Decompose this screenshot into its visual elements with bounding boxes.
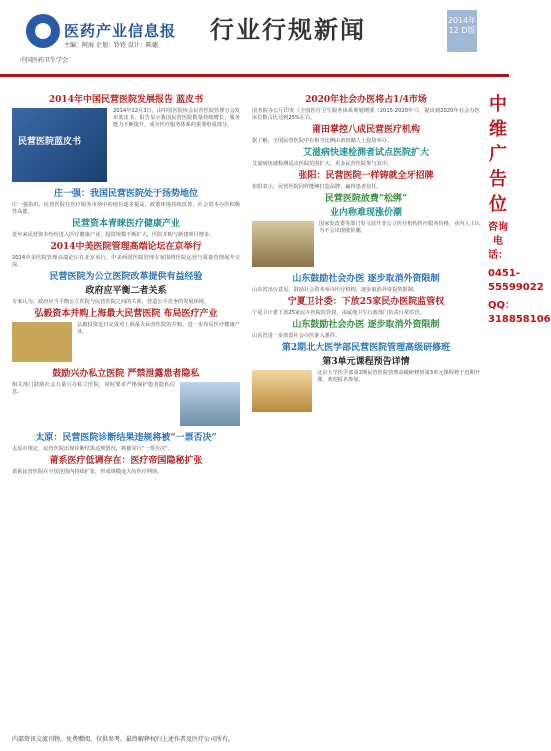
hospital-photo <box>12 322 72 362</box>
paragraph: 国务院办公厅印发《全国医疗卫生服务体系规划纲要（2015-2020年）》，提出到2020年社会办医床位数占比达到25%左右。 <box>252 108 480 121</box>
right-column <box>252 92 480 722</box>
paragraph: 据了解，全国民营医院中有相当比例由莆田籍人士投资举办。 <box>252 138 393 144</box>
paragraph: 2014年12月3日，由中国医院协会民营医院管理分会发布蓝皮书，报告显示我国民营医院数量持续增长，服务能力不断提升，成为医疗服务体系的重要组成部分。 <box>113 108 240 128</box>
ad-label: 咨询电话： <box>488 222 508 261</box>
headline: 山东鼓励社会办医 逐步取消外资限制 <box>292 320 440 330</box>
ad-phone: 0451-55599022 <box>488 268 544 293</box>
org-name: 中国医药卫生学会 <box>20 57 69 64</box>
headline: 第2期北大医学部民营医院管理高级研修班 <box>281 343 451 353</box>
headline: 2014中美医院管理高端论坛在京举行 <box>50 242 202 252</box>
staff-line: 主编：阿海 企划：铃铃 设计：陈德 <box>64 42 158 49</box>
paragraph: 山东省出台意见，鼓励社会资本举办医疗机构，逐步取消外资投资限制。 <box>252 287 419 293</box>
paragraph: 2014中美医院管理高端论坛在北京举行，中美两国医院管理专家围绕医院运营与质量管理展开交流。 <box>12 255 240 268</box>
paragraph: 相关部门鼓励社会力量兴办私立医院，同时要求严格保护患者隐私信息。 <box>12 382 175 395</box>
logo-icon <box>26 14 60 48</box>
headline: 鼓励兴办私立医院 严禁泄露患者隐私 <box>52 369 200 379</box>
course-photo <box>252 370 312 412</box>
headline: 宁夏卫计委：下放25家民办医院监管权 <box>287 297 445 307</box>
paragraph: 山东省进一步放宽社会办医准入条件。 <box>252 333 341 339</box>
report-cover-image <box>12 108 107 182</box>
doctor-photo <box>252 221 314 267</box>
headline: 张阳：民营医院一样铸就全牙招牌 <box>298 171 434 181</box>
headline: 莆系医疗低调存在：医疗帝国隐秘扩张 <box>49 456 203 466</box>
paragraph: 庄一强指出，民营医院在医疗服务市场中的地位逐步提高，政策环境持续改善，社会资本办医积极性高涨。 <box>12 202 240 215</box>
headline: 民营医院放费“松绑” <box>324 194 408 204</box>
headline: 2014年中国民营医院发展报告 蓝皮书 <box>48 95 204 105</box>
paragraph: 国家发改委等部门发文放开非公立医疗机构医疗服务价格，业内人士认为不会出现涨价潮。 <box>319 221 480 234</box>
headline: 庄一强：我国民营医院处于扬势地位 <box>53 189 198 199</box>
headline: 莆田掌控八成民营医疗机构 <box>311 125 420 135</box>
paragraph: 北京大学医学部第2期民营医院管理高级研修班第3单元课程将于近期开课，欢迎报名参加。 <box>317 370 480 383</box>
clinic-photo <box>180 382 240 426</box>
issue-badge: 2014年12 D版 <box>447 10 477 52</box>
paragraph: 艾滋病快速检测试点医院范围扩大，更多民营医院参与其中。 <box>252 161 393 167</box>
headline: 2020年社会办医将占1/4市场 <box>305 95 427 105</box>
paragraph: 弘毅投资近日完成对上海最大民营医院的并购，进一步布局医疗健康产业。 <box>77 322 240 335</box>
ad-sidebar <box>488 92 551 732</box>
headline: 民营资本青睐医疗健康产业 <box>71 219 180 229</box>
ad-title: 中维广告位 <box>489 94 507 215</box>
paragraph: 莆系民营医院在全国范围内持续扩张，形成规模庞大的医疗网络。 <box>12 469 163 475</box>
ad-qq: QQ：318858106 <box>488 300 551 325</box>
headline: 艾滋病快速检测者试点医院扩大 <box>302 148 429 158</box>
left-column <box>12 92 240 722</box>
headline: 太原：民营医院诊断结果违规将被“一票否决” <box>35 433 217 443</box>
report-cover-label: 民营医院蓝皮书 <box>18 137 82 147</box>
masthead <box>0 0 509 74</box>
header-rule <box>0 74 509 77</box>
paragraph: 近年来民营资本纷纷进入医疗健康产业，投资规模不断扩大，医院并购与新建项目增多。 <box>12 232 215 238</box>
headline: 弘毅资本并购上海最大民营医院 布局医疗产业 <box>34 309 218 319</box>
paragraph: 张阳表示，民营医院同样能够打造品牌，赢得患者信任。 <box>252 184 382 190</box>
subheadline: 业内称难现涨价潮 <box>329 208 402 218</box>
paragraph: 宁夏卫计委下放25家民办医院监管权，由属地卫生行政部门负责日常监管。 <box>252 310 425 316</box>
paragraph: 太原市规定，民营医院出现诊断结果违规情况，将被实行“一票否决”。 <box>12 446 174 452</box>
headline: 山东鼓励社会办医 逐步取消外资限制 <box>292 274 440 284</box>
subheadline: 第3单元课程预告详情 <box>322 357 410 367</box>
section-title: 行业行规新闻 <box>210 16 366 44</box>
brand-title: 医药产业信息报 <box>64 22 177 40</box>
headline: 民营医院为公立医院改革提供有益经验 <box>49 272 203 282</box>
subheadline: 政府应平衡二者关系 <box>85 286 167 296</box>
paragraph: 专家认为，政府应当平衡公立医院与民营医院之间的关系，营造公平竞争的发展环境。 <box>12 299 210 305</box>
footer-note: 内部资讯交流刊物，免费赠阅，仅供参考。最终解释权归上述作者及医疗公司所有。 <box>12 736 235 743</box>
